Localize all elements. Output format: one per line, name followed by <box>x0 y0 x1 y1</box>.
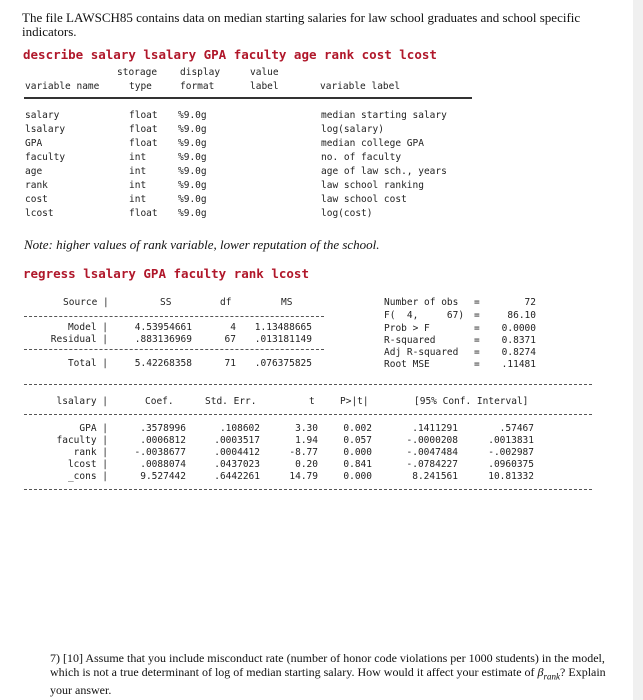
coef-var: lcost | <box>67 459 108 470</box>
coef-header-ci: [95% Conf. Interval] <box>414 396 529 407</box>
coef-t: 0.20 <box>295 459 318 470</box>
stat-eq: = <box>474 335 480 346</box>
var-format: %9.0g <box>178 138 207 149</box>
anova-ss: .883136969 <box>134 334 192 345</box>
coef-ci-high: .0013831 <box>488 435 534 446</box>
coef-header-dep: lsalary | <box>56 396 108 407</box>
beta-subscript: rank <box>543 671 561 682</box>
stat-value: .11481 <box>501 359 536 370</box>
coef-header-rule <box>24 414 592 415</box>
anova-ss: 4.53954661 <box>134 322 192 333</box>
header-label: label <box>250 81 279 92</box>
var-type: int <box>129 166 147 177</box>
coef-se: .0003517 <box>214 435 260 446</box>
beta-symbol: β <box>537 665 544 679</box>
stat-label: F( 4, 67) <box>384 310 465 321</box>
var-label: age of law sch., years <box>321 166 447 177</box>
coef-ci-low: -.0000208 <box>406 435 458 446</box>
var-name: rank <box>25 180 48 191</box>
anova-source: Total | <box>67 358 108 369</box>
coef-se: .0004412 <box>214 447 260 458</box>
var-label: law school cost <box>321 194 407 205</box>
coef-value: .0006812 <box>140 435 186 446</box>
coef-ci-low: .1411291 <box>412 423 458 434</box>
header-storage: storage <box>117 67 158 78</box>
coef-se: .0437023 <box>214 459 260 470</box>
coef-t: 14.79 <box>289 471 318 482</box>
coef-se: .6442261 <box>214 471 260 482</box>
anova-ss: 5.42268358 <box>134 358 192 369</box>
stat-eq: = <box>474 359 480 370</box>
coef-var: _cons | <box>67 471 108 482</box>
anova-rule <box>24 316 324 317</box>
var-name: salary <box>25 110 60 121</box>
var-type: float <box>129 124 158 135</box>
coef-ci-low: -.0047484 <box>406 447 458 458</box>
question-7 <box>50 651 630 697</box>
stat-value: 0.8274 <box>501 347 536 358</box>
anova-rule <box>24 349 324 350</box>
anova-df: 71 <box>224 358 236 369</box>
header-display: display <box>180 67 221 78</box>
coef-t: 1.94 <box>295 435 318 446</box>
var-label: median starting salary <box>321 110 447 121</box>
coef-bottom-rule <box>24 489 592 490</box>
var-label: no. of faculty <box>321 152 402 163</box>
regress-command: regress lsalary GPA faculty rank lcost <box>23 266 309 281</box>
stat-value: 0.8371 <box>501 335 536 346</box>
var-type: int <box>129 180 147 191</box>
var-type: float <box>129 110 158 121</box>
header-format: format <box>180 81 215 92</box>
var-format: %9.0g <box>178 124 207 135</box>
stat-eq: = <box>474 297 480 308</box>
coef-header-p: P>|t| <box>340 396 369 407</box>
var-format: %9.0g <box>178 208 207 219</box>
var-name: faculty <box>25 152 66 163</box>
anova-header-source: Source | <box>63 297 109 308</box>
note-text: Note: higher values of rank variable, lower reputation of the school. <box>24 237 380 252</box>
question-tail: ? Explain your answer. <box>50 665 606 698</box>
coef-p: 0.000 <box>343 471 372 482</box>
anova-source: Residual | <box>50 334 108 345</box>
intro-text: The file LAWSCH85 contains data on median starting salaries for law school graduates and school specific indicators. <box>22 10 581 39</box>
coef-var: rank | <box>73 447 108 458</box>
header-variable-label: variable label <box>320 81 401 92</box>
coef-p: 0.841 <box>343 459 372 470</box>
stat-value: 0.0000 <box>501 323 536 334</box>
anova-ms: .013181149 <box>254 334 312 345</box>
anova-header-df: df <box>220 297 232 308</box>
coef-value: .0088074 <box>140 459 186 470</box>
coef-header-se: Std. Err. <box>205 396 257 407</box>
var-format: %9.0g <box>178 180 207 191</box>
var-name: GPA <box>25 138 43 149</box>
coef-header-t: t <box>309 396 315 407</box>
var-name: age <box>25 166 43 177</box>
coef-se: .108602 <box>219 423 260 434</box>
stat-label: Prob > F <box>384 323 430 334</box>
coef-value: 9.527442 <box>140 471 186 482</box>
stat-label: Root MSE <box>384 359 430 370</box>
describe-rule <box>24 97 472 99</box>
coef-t: 3.30 <box>295 423 318 434</box>
var-label: log(cost) <box>321 208 373 219</box>
var-format: %9.0g <box>178 152 207 163</box>
coef-top-rule <box>24 384 592 385</box>
anova-df: 4 <box>230 322 236 333</box>
stat-eq: = <box>474 323 480 334</box>
coef-ci-high: .0960375 <box>488 459 534 470</box>
stat-label: Number of obs <box>384 297 459 308</box>
coef-t: -8.77 <box>289 447 318 458</box>
coef-ci-high: -.002987 <box>488 447 534 458</box>
coef-p: 0.000 <box>343 447 372 458</box>
header-value: value <box>250 67 279 78</box>
header-variable-name: variable name <box>25 81 100 92</box>
coef-ci-high: 10.81332 <box>488 471 534 482</box>
var-format: %9.0g <box>178 166 207 177</box>
coef-var: faculty | <box>56 435 108 446</box>
stat-value: 72 <box>524 297 536 308</box>
anova-header-ss: SS <box>160 297 172 308</box>
var-type: int <box>129 194 147 205</box>
var-format: %9.0g <box>178 194 207 205</box>
var-format: %9.0g <box>178 110 207 121</box>
var-name: lsalary <box>25 124 66 135</box>
var-label: log(salary) <box>321 124 384 135</box>
var-name: cost <box>25 194 48 205</box>
var-type: int <box>129 152 147 163</box>
coef-value: -.0038677 <box>134 447 186 458</box>
page-edge-shadow <box>633 0 643 700</box>
stat-label: R-squared <box>384 335 436 346</box>
describe-command: describe salary lsalary GPA faculty age rank cost lcost <box>23 47 437 62</box>
stat-value: 86.10 <box>507 310 536 321</box>
coef-ci-high: .57467 <box>499 423 534 434</box>
coef-value: .3578996 <box>140 423 186 434</box>
var-type: float <box>129 208 158 219</box>
stat-eq: = <box>474 347 480 358</box>
stat-eq: = <box>474 310 480 321</box>
coef-var: GPA | <box>79 423 108 434</box>
anova-source: Model | <box>67 322 108 333</box>
stat-label: Adj R-squared <box>384 347 459 358</box>
coef-p: 0.057 <box>343 435 372 446</box>
var-name: lcost <box>25 208 54 219</box>
coef-ci-low: 8.241561 <box>412 471 458 482</box>
anova-ms: 1.13488665 <box>254 322 312 333</box>
coef-ci-low: -.0784227 <box>406 459 458 470</box>
header-type: type <box>129 81 152 92</box>
coef-header-coef: Coef. <box>145 396 174 407</box>
var-type: float <box>129 138 158 149</box>
var-label: law school ranking <box>321 180 424 191</box>
anova-header-ms: MS <box>281 297 293 308</box>
anova-ms: .076375825 <box>254 358 312 369</box>
var-label: median college GPA <box>321 138 424 149</box>
question-text: 7) [10] Assume that you include misconduct rate (number of honor code violations per 1000 students) in the model, which is not a true determinant of log of median starting salary. How would it affect your estimate of <box>50 651 605 679</box>
anova-df: 67 <box>224 334 236 345</box>
coef-p: 0.002 <box>343 423 372 434</box>
